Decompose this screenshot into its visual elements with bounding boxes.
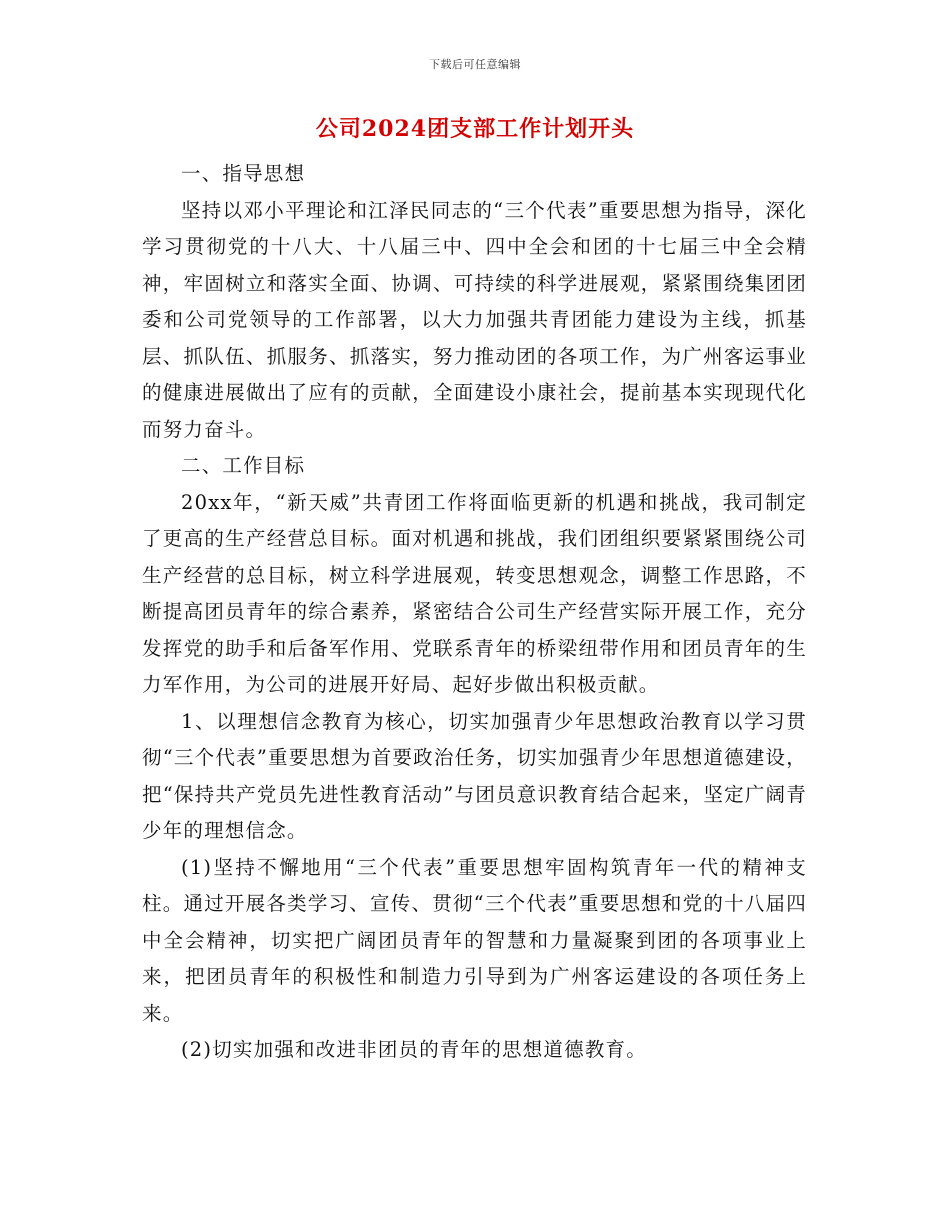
paragraph-guiding-ideology: 坚持以邓小平理论和江泽民同志的“三个代表”重要思想为指导，深化学习贯彻党的十八大、十八届三中、四中全会和团的十七届三中全会精神，牢固树立和落实全面、协调、可持续的科学进展观，紧紧围绕集团团委和公司党领导的工作部署，以大力加强共青团能力建设为主线，抓基层、抓队伍、抓服务、抓落实，努力推动团的各项工作，为广州客运事业的健康进展做出了应有的贡献，全面建设小康社会，提前基本实现现代化而努力奋斗。 xyxy=(142,198,807,441)
section-heading-work-goals: 二、工作目标 xyxy=(181,454,306,477)
paragraph-subitem-1: (1)坚持不懈地用“三个代表”重要思想牢固构筑青年一代的精神支柱。通过开展各类学习、宣传、贯彻“三个代表”重要思想和党的十八届四中全会精神，切实把广阔团员青年的智慧和力量凝聚到团的各项事业上来，把团员青年的积极性和制造力引导到为广州客运建设的各项任务上来。 xyxy=(142,855,807,1025)
page-header-note: 下载后可任意编辑 xyxy=(429,58,521,71)
paragraph-subitem-2: (2)切实加强和改进非团员的青年的思想道德教育。 xyxy=(181,1038,647,1061)
paragraph-item-1: 1、以理想信念教育为核心，切实加强青少年思想政治教育以学习贯彻“三个代表”重要思想为首要政治任务，切实加强青少年思想道德建设，把“保持共产党员先进性教育活动”与团员意识教育结合起来，坚定广阔青少年的理想信念。 xyxy=(142,709,807,842)
document-title: 公司2024团支部工作计划开头 xyxy=(315,116,635,142)
section-heading-guiding-ideology: 一、指导思想 xyxy=(181,162,306,185)
document-body xyxy=(142,156,807,1069)
paragraph-work-goals: 20xx年，“新天威”共青团工作将面临更新的机遇和挑战，我司制定了更高的生产经营总目标。面对机遇和挑战，我们团组织要紧紧围绕公司生产经营的总目标，树立科学进展观，转变思想观念，调整工作思路，不断提高团员青年的综合素养，紧密结合公司生产经营实际开展工作，充分发挥党的助手和后备军作用、党联系青年的桥梁纽带作用和团员青年的生力军作用，为公司的进展开好局、起好步做出积极贡献。 xyxy=(142,490,807,696)
